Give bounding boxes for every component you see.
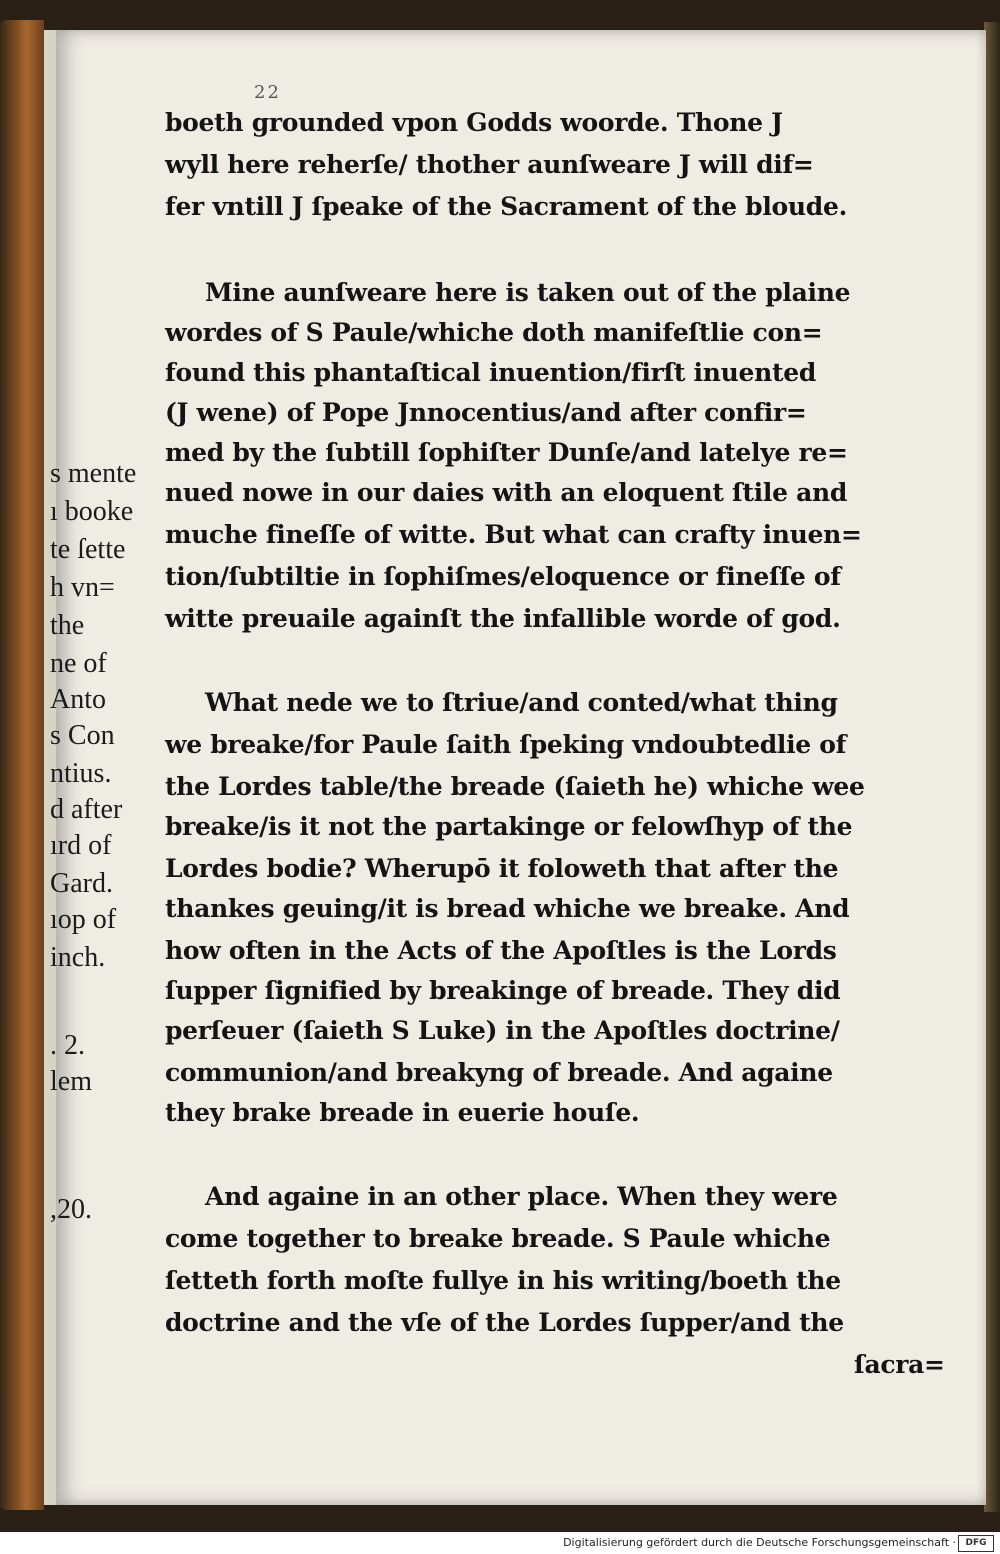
- text-line: perſeuer (ſaieth S Luke) in the Apoſtles doctrine/: [165, 1016, 840, 1045]
- text-line: med by the ſubtill ſophiſter Dunſe/and latelye re=: [165, 438, 848, 467]
- dfg-logo: DFG: [958, 1535, 994, 1552]
- margin-note: ı booke: [50, 496, 134, 527]
- text-line: thankes geuing/it is bread whiche we breake. And: [165, 894, 850, 923]
- text-line: ſetteth forth moſte fullye in his writing/boeth the: [165, 1266, 841, 1295]
- margin-note: Anto: [50, 684, 106, 715]
- text-line: ſacra=: [854, 1350, 945, 1379]
- margin-note: lem: [50, 1066, 92, 1097]
- book-cover-right: [984, 22, 1000, 1512]
- text-line: we breake/for Paule ſaith ſpeking vndoubtedlie of: [165, 730, 847, 759]
- margin-note: te ſette: [50, 534, 126, 565]
- text-line: wyll here reherſe/ thother aunſweare J will dif=: [165, 150, 814, 179]
- text-line: nued nowe in our daies with an eloquent ſtile and: [165, 478, 848, 507]
- text-line: Lordes bodie? Wherupō it foloweth that after the: [165, 854, 839, 883]
- margin-note: s mente: [50, 458, 137, 489]
- footer: [0, 1532, 1000, 1554]
- page-number: 22: [254, 82, 281, 103]
- text-line: come together to breake breade. S Paule whiche: [165, 1224, 831, 1253]
- text-line: the Lordes table/the breade (ſaieth he) whiche wee: [165, 772, 865, 801]
- text-line: communion/and breakyng of breade. And againe: [165, 1058, 833, 1087]
- text-line: And againe in an other place. When they were: [205, 1182, 838, 1211]
- text-line: wordes of S Paule/whiche doth manifeſtlie con=: [165, 318, 823, 347]
- margin-note: ıop of: [50, 904, 117, 935]
- margin-note: inch.: [50, 942, 106, 973]
- margin-note: . 2.: [50, 1030, 85, 1061]
- margin-note: ntius.: [50, 758, 112, 789]
- text-line: they brake breade in euerie houſe.: [165, 1098, 640, 1127]
- margin-note: ne of: [50, 648, 107, 679]
- text-line: muche fineſſe of witte. But what can crafty inuen=: [165, 520, 862, 549]
- text-line: doctrine and the vſe of the Lordes ſupper/and the: [165, 1308, 844, 1337]
- text-line: What nede we to ſtriue/and conted/what thing: [205, 688, 838, 717]
- margin-note: s Con: [50, 720, 115, 751]
- footer-credit: Digitalisierung gefördert durch die Deutsche Forschungsgemeinschaft ·: [563, 1536, 956, 1549]
- margin-note: Gard.: [50, 868, 113, 899]
- text-line: found this phantaſtical inuention/firſt inuented: [165, 358, 817, 387]
- text-line: boeth grounded vpon Godds woorde. Thone J: [165, 108, 783, 137]
- margin-note: ırd of: [50, 830, 112, 861]
- text-line: tion/ſubtiltie in ſophiſmes/eloquence or fineſſe of: [165, 562, 841, 591]
- margin-note: h vn=: [50, 572, 115, 603]
- text-line: breake/is it not the partakinge or felowſhyp of the: [165, 812, 853, 841]
- text-line: witte preuaile againſt the infallible worde of god.: [165, 604, 841, 633]
- text-line: (J wene) of Pope Jnnocentius/and after confir=: [165, 398, 807, 427]
- margin-note: d after: [50, 794, 123, 825]
- book-cover-left: [0, 20, 44, 1510]
- text-line: Mine aunſweare here is taken out of the plaine: [205, 278, 851, 307]
- text-line: ſupper ſignified by breakinge of breade. They did: [165, 976, 841, 1005]
- text-line: fer vntill J ſpeake of the Sacrament of the bloude.: [165, 192, 847, 221]
- text-line: how often in the Acts of the Apoſtles is the Lords: [165, 936, 837, 965]
- margin-note: ,20.: [50, 1194, 92, 1225]
- margin-note: the: [50, 610, 85, 641]
